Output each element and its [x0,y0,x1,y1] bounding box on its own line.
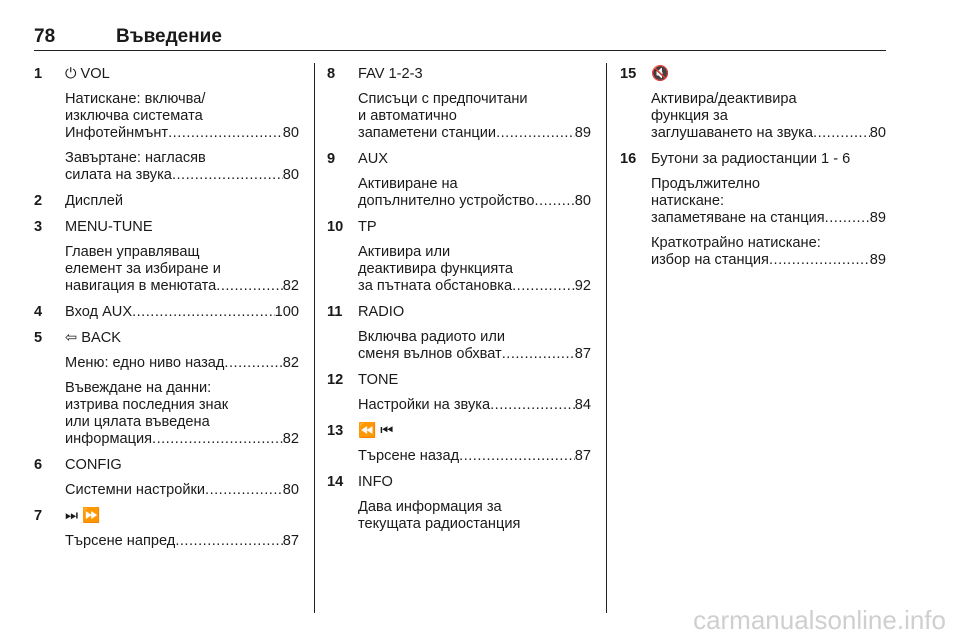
page-ref: 87 [574,346,591,362]
page-ref: 87 [574,448,591,464]
list-item [620,151,886,269]
description-line: изтрива последния знак [65,397,229,413]
item-number: 1 [34,66,43,82]
item-title-text: Дисплей [65,193,124,209]
page-ref: 80 [282,482,299,498]
item-description [358,397,591,414]
description-line: запаметени станции [358,125,497,141]
item-number: 12 [327,372,344,388]
control-symbol-icon: ⇦ [65,330,78,346]
description-line: функция за [651,108,728,124]
item-description [65,355,299,372]
item-number: 4 [34,304,43,320]
item-title [65,457,299,474]
page-ref: 89 [869,210,886,226]
item-title [65,330,299,347]
description-line: Натискане: включва/ [65,91,206,107]
item-title [358,304,591,321]
header-rule [34,50,886,51]
leader-dots [152,431,283,448]
item-description [358,91,591,142]
page-reference-line [65,533,299,550]
item-number: 14 [327,474,344,490]
item-description [358,448,591,465]
item-title [358,474,591,491]
description-line: Дава информация за [358,499,502,515]
item-description [651,235,886,269]
leader-dots [502,346,575,363]
list-item [620,66,886,142]
item-number: 9 [327,151,336,167]
item-title [651,66,886,83]
column-divider [606,63,607,613]
description-line: допълнително устройство [358,193,535,209]
leader-dots [224,355,282,372]
description-line: Търсене назад [358,448,460,464]
description-line: или цялата въведена [65,414,210,430]
watermark: carmanualsonline.info [693,605,946,635]
description-line: Въвеждане на данни: [65,380,212,396]
page-ref: 82 [282,431,299,447]
description-line: Продължително [651,176,760,192]
item-number: 8 [327,66,336,82]
item-title [358,372,591,389]
page-ref: 80 [574,193,591,209]
item-title [65,304,299,321]
leader-dots [490,397,575,414]
page-title: Въведение [116,26,222,47]
leader-dots [175,533,282,550]
description-line: силата на звука [65,167,172,183]
item-title-text: MENU-TUNE [65,219,153,235]
page-ref: 100 [274,304,299,320]
item-number: 5 [34,330,43,346]
item-title [358,219,591,236]
item-number: 11 [327,304,343,320]
list-item [327,372,591,414]
description-line: натискане: [651,193,725,209]
page-ref: 82 [282,355,299,371]
description-line: текущата радиостанция [358,516,521,532]
item-description [358,499,591,533]
page-reference-line [65,278,299,295]
page-reference-line [651,125,886,142]
page-reference-line [65,125,299,142]
column-divider [314,63,315,613]
leader-dots [168,125,283,142]
item-description [358,329,591,363]
column-middle [327,66,591,542]
page-ref: 82 [282,278,299,294]
column-right [620,66,886,278]
list-item [34,330,299,448]
description-line: заглушаването на звука [651,125,814,141]
leader-dots [496,125,575,142]
description-line: елемент за избиране и [65,261,221,277]
description-line: Главен управляващ [65,244,200,260]
description-line: информация [65,431,153,447]
page-reference-line [651,210,886,227]
page-ref: 80 [869,125,886,141]
page-reference-line [358,125,591,142]
item-description [651,176,886,227]
page-reference-line [65,431,299,448]
control-symbol-icon: 🔇 [651,66,670,82]
page-ref: 87 [282,533,299,549]
description-line: Активира или [358,244,451,260]
page-reference-line [651,252,886,269]
list-item [34,457,299,499]
page-reference-line [358,193,591,210]
list-item [34,66,299,184]
description-line: изключва системата [65,108,203,124]
leader-dots [769,252,870,269]
item-title-text: VOL [80,66,110,82]
leader-dots [132,304,275,321]
page-reference-line [358,448,591,465]
leader-dots [813,125,870,142]
leader-dots [216,278,283,295]
page-ref: 84 [574,397,591,413]
page-ref: 92 [574,278,591,294]
description-line: за пътната обстановка [358,278,513,294]
leader-dots [512,278,575,295]
description-line: и автоматично [358,108,457,124]
description-line: Търсене напред [65,533,176,549]
item-description [65,91,299,142]
item-title [65,193,299,210]
item-title [358,66,591,83]
page-ref: 89 [574,125,591,141]
list-item [327,304,591,363]
list-item [327,219,591,295]
description-line: деактивира функцията [358,261,513,277]
item-title-text: CONFIG [65,457,122,473]
list-item [327,66,591,142]
item-description [65,244,299,295]
page-reference-line [358,278,591,295]
description-line: Активиране на [358,176,458,192]
item-title-text: BACK [81,330,121,346]
leader-dots [172,167,283,184]
item-number: 15 [620,66,637,82]
control-symbol-icon: ⏪ ⏮ [358,423,394,439]
item-description [65,150,299,184]
list-item [34,304,299,321]
page-ref: 80 [282,167,299,183]
item-title-text: TONE [358,372,399,388]
page-reference-line [358,346,591,363]
item-number: 2 [34,193,43,209]
item-description [65,533,299,550]
page-ref: 80 [282,125,299,141]
item-number: 10 [327,219,344,235]
item-title-text: RADIO [358,304,405,320]
description-line: Активира/деактивира [651,91,797,107]
item-title [651,151,886,168]
item-title [65,219,299,236]
item-description [358,176,591,210]
list-item [34,219,299,295]
page-reference-line [65,355,299,372]
leader-dots [534,193,574,210]
description-line: Меню: едно ниво назад [65,355,225,371]
list-item [327,474,591,533]
description-line: сменя вълнов обхват [358,346,502,362]
item-title [65,66,299,83]
description-line: Системни настройки [65,482,206,498]
description-line: Краткотрайно натискане: [651,235,821,251]
leader-dots [205,482,283,499]
item-title-text: AUX [358,151,389,167]
item-title-text: Вход AUX [65,304,133,320]
item-description [65,380,299,448]
list-item [327,423,591,465]
item-number: 6 [34,457,43,473]
item-title [358,423,591,440]
item-number: 13 [327,423,344,439]
leader-dots [825,210,870,227]
control-symbol-icon: ⏭ ⏩ [65,508,101,524]
page-ref: 89 [869,252,886,268]
description-line: Включва радиото или [358,329,505,345]
description-line: Завъртане: нагласяв [65,150,206,166]
page-header [34,26,886,52]
description-line: навигация в менютата [65,278,217,294]
page-reference-line [358,397,591,414]
item-description [651,91,886,142]
item-title-text: Бутони за радиостанции 1 - 6 [651,151,851,167]
description-line: избор на станция [651,252,769,268]
leader-dots [459,448,575,465]
list-item [34,508,299,550]
item-title-text: FAV 1-2-3 [358,66,423,82]
item-description [65,482,299,499]
page-number: 78 [34,26,56,47]
description-line: Инфотейнмънт [65,125,169,141]
page-reference-line [65,167,299,184]
list-item [327,151,591,210]
item-title-text: INFO [358,474,393,490]
item-description [358,244,591,295]
description-line: запаметяване на станция [651,210,825,226]
item-title-text: TP [358,219,377,235]
description-line: Настройки на звука [358,397,491,413]
list-item [34,193,299,210]
item-title [65,508,299,525]
control-symbol-icon: ⏻ [65,66,77,82]
column-left [34,66,299,559]
item-number: 16 [620,151,637,167]
page-reference-line [65,482,299,499]
description-line: Списъци с предпочитани [358,91,528,107]
item-title [358,151,591,168]
item-number: 7 [34,508,43,524]
item-number: 3 [34,219,43,235]
